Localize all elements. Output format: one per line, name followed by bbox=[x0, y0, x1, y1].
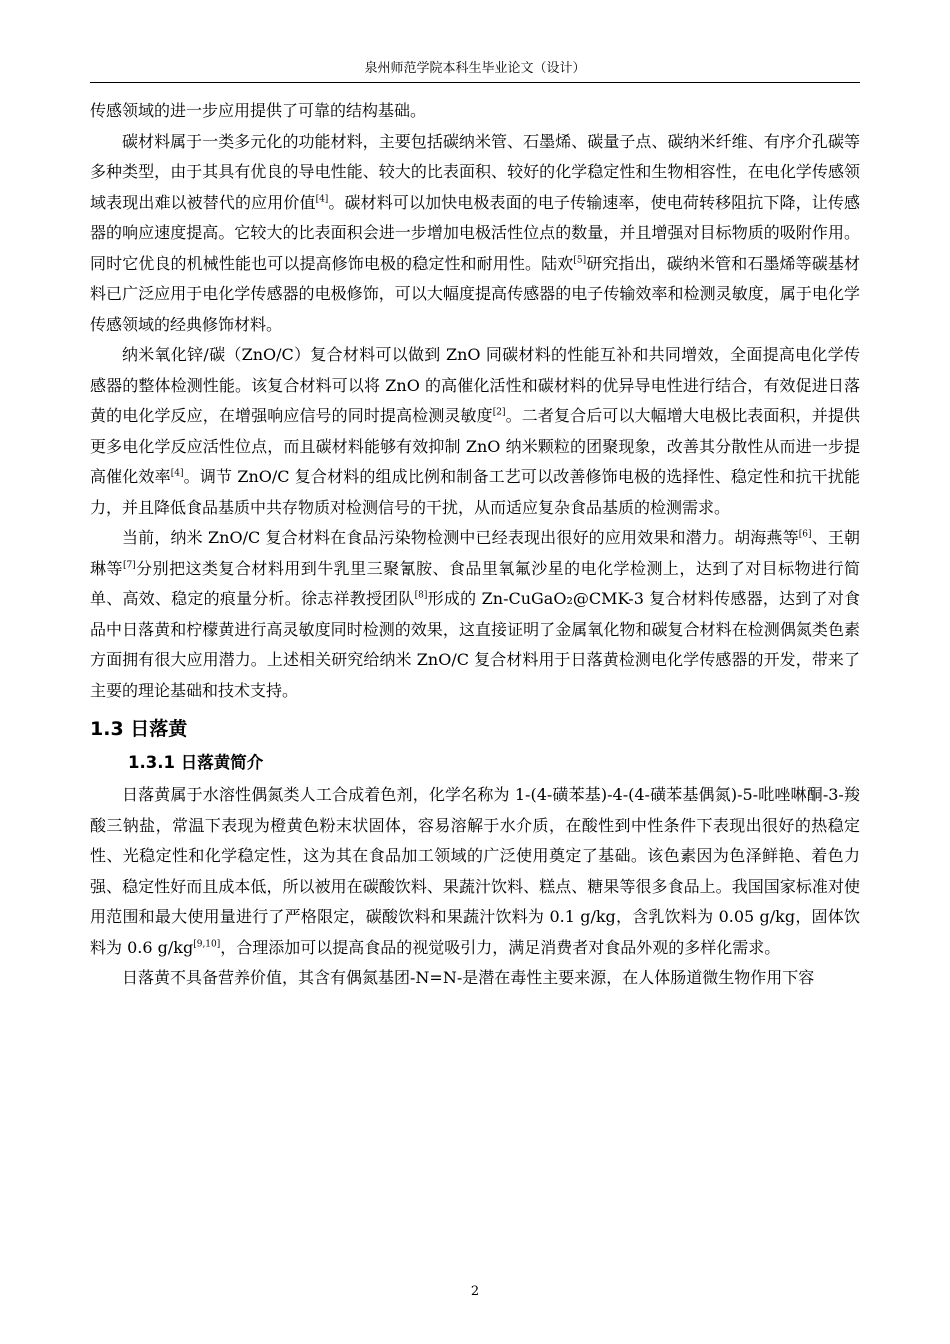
citation-ref: [8] bbox=[414, 590, 428, 601]
citation-ref: [5] bbox=[573, 255, 587, 266]
text-run: 当前，纳米 ZnO/C 复合材料在食品污染物检测中已经表现出很好的应用效果和潜力。胡海燕等 bbox=[122, 528, 799, 547]
text-run: 。调节 ZnO/C 复合材料的组成比例和制备工艺可以改善修饰电极的选择性、稳定性和抗干扰能力，并且降低食品基质中共存物质对检测信号的干扰，从而适应复杂食品基质的检测需求。 bbox=[90, 467, 860, 517]
text-run: 日落黄属于水溶性偶氮类人工合成着色剂，化学名称为 1-(4-磺苯基)-4-(4-磺苯基偶氮)-5-吡唑啉酮-3-羧酸三钠盐，常温下表现为橙黄色粉末状固体，容易溶解于水介质，在酸性到中性条件下表现出很好的热稳定性、光稳定性和化学稳定性，这为其在食品加工领域的广泛使用奠定了基础。该色素因为色泽鲜艳、着色力强、稳定性好而且成本低，所以被用在碳酸饮料、果蔬汁饮料、糕点、糖果等很多食品上。我国国家标准对使用范围和最大使用量进行了严格限定，碳酸饮料和果蔬汁饮料为 0.1 g/kg，含乳饮料为 0.05 g/kg，固体饮料为 0.6 g/kg bbox=[90, 785, 860, 957]
citation-ref: [6] bbox=[798, 529, 812, 540]
paragraph-sunset-yellow-intro bbox=[90, 780, 860, 963]
running-header: 泉州师范学院本科生毕业论文（设计） bbox=[364, 61, 586, 76]
citation-ref: [4] bbox=[170, 468, 184, 479]
subsection-heading: 1.3.1 日落黄简介 bbox=[128, 753, 264, 772]
text-run: 纳米氧化锌/碳（ZnO/C）复合材料可以做到 ZnO 同碳材料的性能互补和共同增效，全面提高电化学传感器的整体检测性能。该复合材料可以将 ZnO 的高催化活性和碳材料的优异导电性进行结合，有效促进日落黄的电化学反应，在增强响应信号的同时提高检测灵敏度 bbox=[90, 345, 860, 425]
paragraph-toxicity: 日落黄不具备营养价值，其含有偶氮基团-N=N-是潜在毒性主要来源，在人体肠道微生物作用下容 bbox=[122, 968, 815, 987]
text-run: 分别把这类复合材料用到牛乳里三聚氰胺、食品里氧氟沙星的电化学检测上，达到了对目标物进行简单、高效、稳定的痕量分析。徐志祥教授团队 bbox=[90, 558, 860, 608]
header-rule bbox=[90, 82, 860, 83]
citation-ref: [9,10] bbox=[193, 939, 221, 950]
paragraph-continuation: 传感领域的进一步应用提供了可靠的结构基础。 bbox=[90, 101, 427, 120]
citation-ref: [7] bbox=[122, 560, 136, 571]
text-run: 。碳材料可以加快电极表面的电子传输速率，使电荷转移阻抗下降，让传感器的响应速度提高。它较大的比表面积会进一步增加电极活性位点的数量，并且增强对目标物质的吸附作用。同时它优良的机械性能也可以提高修饰电极的稳定性和耐用性。陆欢 bbox=[90, 192, 860, 273]
citation-ref: [4] bbox=[315, 194, 329, 205]
document-body bbox=[90, 96, 860, 994]
paragraph-carbon-materials bbox=[90, 127, 860, 341]
text-run: 、王朝琳等 bbox=[90, 528, 860, 578]
paragraph-zno-c-composite bbox=[90, 340, 860, 523]
text-run: 。二者复合后可以大幅增大电极比表面积，并提供更多电化学反应活性位点，而且碳材料能够有效抑制 ZnO 纳米颗粒的团聚现象，改善其分散性从而进一步提高催化效率 bbox=[90, 406, 860, 486]
text-run: 形成的 Zn-CuGaO₂@CMK-3 复合材料传感器，达到了对食品中日落黄和柠檬黄进行高灵敏度同时检测的效果，这直接证明了金属氧化物和碳复合材料在检测偶氮类色素方面拥有很大应用潜力。上述相关研究给纳米 ZnO/C 复合材料用于日落黄检测电化学传感器的开发，带来了主要的理论基础和技术支持。 bbox=[90, 589, 860, 700]
section-heading: 1.3 日落黄 bbox=[90, 718, 188, 740]
page-number: 2 bbox=[470, 1284, 480, 1299]
text-run: 研究指出，碳纳米管和石墨烯等碳基材料已广泛应用于电化学传感器的电极修饰，可以大幅度提高传感器的电子传输效率和检测灵敏度，属于电化学传感领域的经典修饰材料。 bbox=[90, 253, 860, 334]
text-run: 碳材料属于一类多元化的功能材料，主要包括碳纳米管、石墨烯、碳量子点、碳纳米纤维、有序介孔碳等多种类型，由于其具有优良的导电性能、较大的比表面积、较好的化学稳定性和生物相容性，在电化学传感领域表现出难以被替代的应用价值 bbox=[90, 131, 860, 212]
citation-ref: [2] bbox=[492, 407, 506, 418]
paragraph-applications bbox=[90, 523, 860, 706]
text-run: ，合理添加可以提高食品的视觉吸引力，满足消费者对食品外观的多样化需求。 bbox=[220, 937, 781, 957]
